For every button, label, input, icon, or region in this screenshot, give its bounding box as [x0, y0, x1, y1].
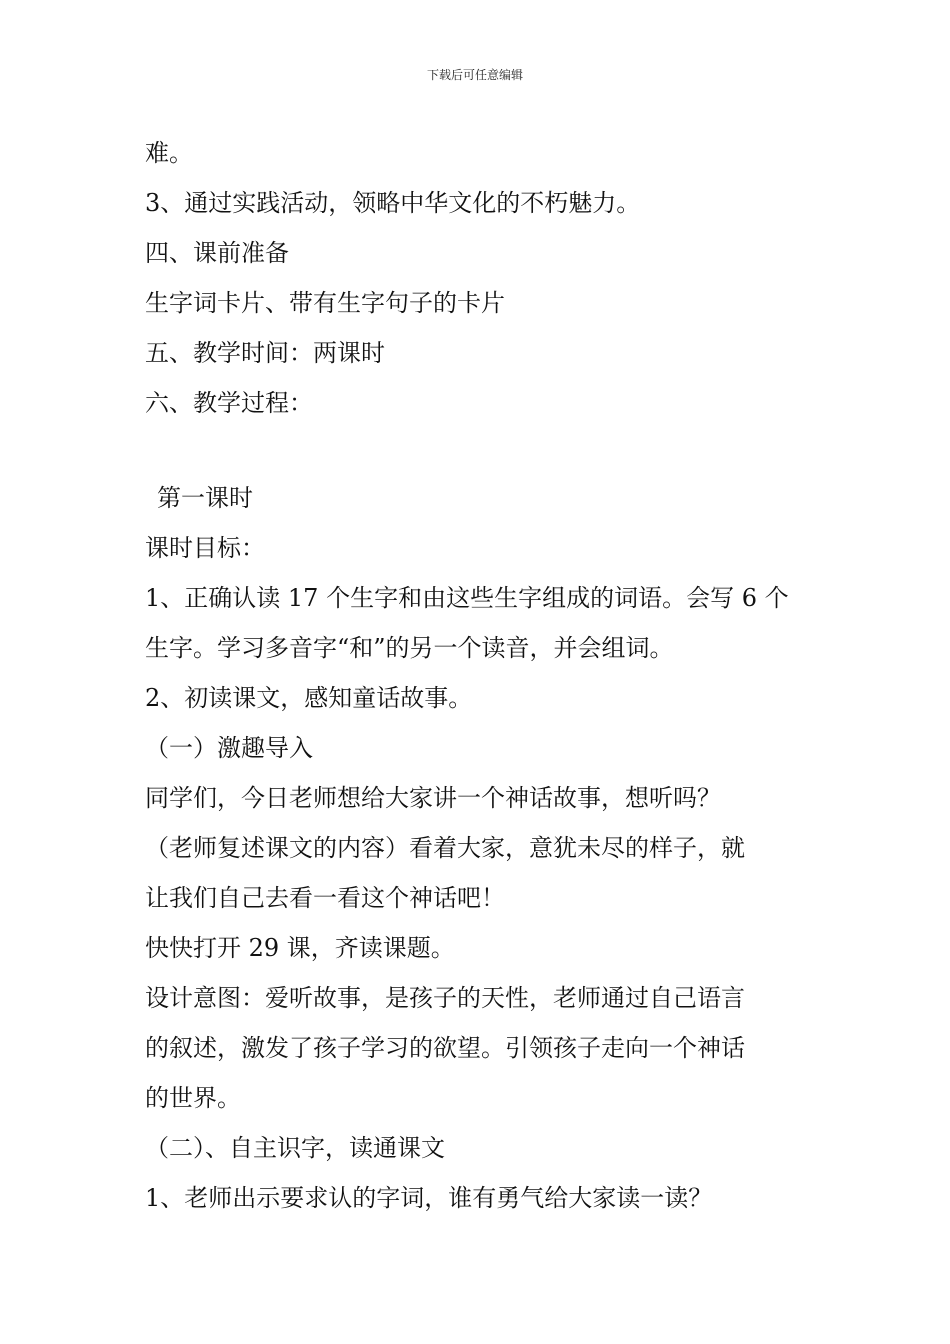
text-line: 生字。学习多音字“和”的另一个读音，并会组词。: [145, 634, 674, 662]
text-line: 让我们自己去看一看这个神话吧！: [145, 884, 505, 912]
section-heading: 四、课前准备: [145, 239, 289, 267]
text-line: 生字词卡片、带有生字句子的卡片: [145, 289, 505, 317]
lesson-heading: 第一课时: [157, 484, 253, 512]
subsection-heading: （一）激趣导入: [145, 734, 313, 762]
section-heading: 五、教学时间：两课时: [145, 339, 385, 367]
text-line: 1、正确认读 17 个生字和由这些生字组成的词语。会写 6 个: [145, 584, 789, 612]
text-line: （老师复述课文的内容）看着大家，意犹未尽的样子，就: [145, 834, 745, 862]
section-heading: 六、教学过程：: [145, 389, 313, 417]
text-line: 难。: [145, 139, 193, 167]
text-line: 快快打开 29 课，齐读课题。: [145, 934, 455, 962]
subsection-heading: （二）、自主识字，读通课文: [145, 1134, 445, 1162]
text-line: 1、老师出示要求认的字词，谁有勇气给大家读一读？: [145, 1184, 713, 1212]
blank-line: [145, 428, 815, 473]
document-body: [145, 128, 815, 1223]
text-line: 同学们，今日老师想给大家讲一个神话故事，想听吗？: [145, 784, 721, 812]
text-line: 课时目标：: [145, 534, 265, 562]
text-line: 3、通过实践活动，领略中华文化的不朽魅力。: [145, 189, 641, 217]
page-header: 下载后可任意编辑: [426, 68, 523, 82]
text-line: 的叙述，激发了孩子学习的欲望。引领孩子走向一个神话: [145, 1034, 745, 1062]
text-line: 的世界。: [145, 1084, 241, 1112]
text-line: 2、初读课文，感知童话故事。: [145, 684, 473, 712]
text-line: 设计意图：爱听故事，是孩子的天性，老师通过自己语言: [145, 984, 745, 1012]
